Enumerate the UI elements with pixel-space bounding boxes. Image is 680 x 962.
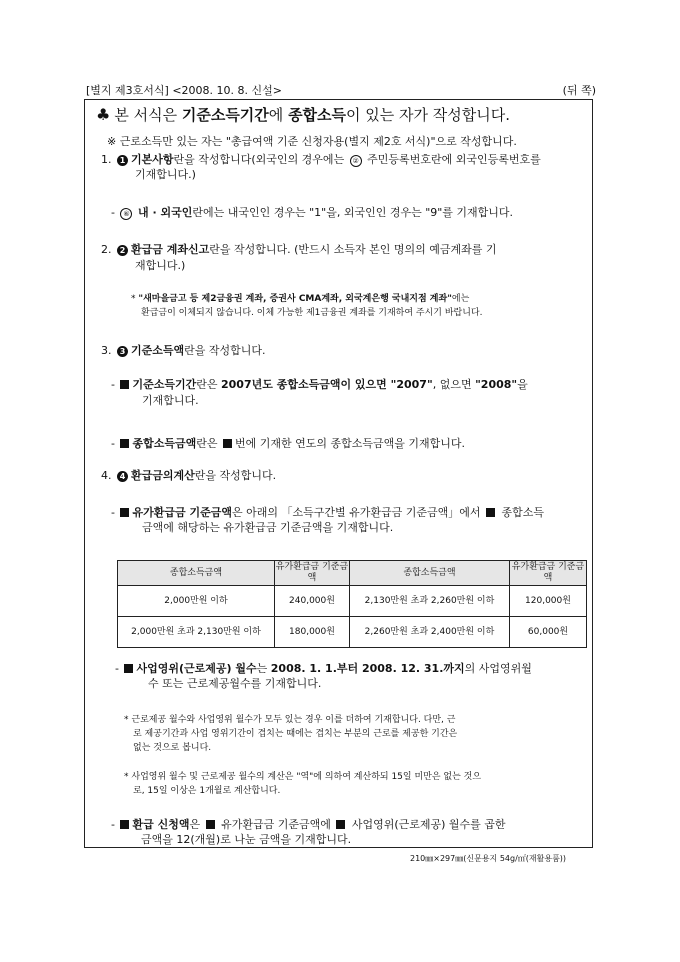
table-row: [118, 617, 587, 648]
item-4-sub-2-line2: 수 또는 근로제공월수를 기재합니다.: [148, 677, 322, 690]
item-2-note: * "새마을금고 등 제2금융권 계좌, 증권사 CMA계좌, 외국계은행 국내지점 계좌"에는: [131, 294, 470, 304]
item-2-line2: 재합니다.): [135, 259, 186, 272]
club-icon: ♣: [96, 105, 111, 124]
item-2-note-line2: 환급금이 이체되지 않습니다. 이체 가능한 제1금융권 계좌를 기재하여 주시기 바랍니다.: [141, 308, 483, 318]
item-3-sub-1: - 기준소득기간란은 2007년도 종합소득금액이 있으면 "2007", 없으면 "2008"을: [111, 378, 528, 391]
header-refund-base: 유가환급금 기준금액: [510, 561, 587, 586]
page-side-label: (뒤 쪽): [562, 84, 596, 97]
table-cell: 2,260만원 초과 2,400만원 이하: [350, 617, 510, 648]
instructions-title: ♣ 본 서식은 기준소득기간에 종합소득이 있는 자가 작성합니다.: [96, 105, 511, 124]
item-4-sub-3-line2: 금액을 12(개월)로 나눈 금액을 기재합니다.: [141, 833, 352, 846]
note-a-line3: 없는 것으로 봅니다.: [133, 743, 212, 753]
item-3-sub-1-line2: 기재합니다.: [142, 394, 199, 407]
item-3: 3. 3 기준소득액란을 작성합니다.: [101, 344, 266, 357]
page-header: [86, 83, 596, 99]
rate-table: [117, 560, 587, 648]
black-square-icon: [336, 820, 345, 829]
table-cell: 180,000원: [275, 617, 350, 648]
item-2: 2. 2 환급금 계좌신고란을 작성합니다. (반드시 소득자 본인 명의의 예금계좌를 기: [101, 243, 497, 256]
circled-number-icon: ⑥: [120, 208, 132, 220]
black-square-icon: [486, 508, 495, 517]
item-4-sub-3: - 환급 신청액은 유가환급금 기준금액에 사업영위(근로제공) 월수를 곱한: [111, 818, 506, 831]
item-3-sub-2: - 종합소득금액란은 번에 기재한 연도의 종합소득금액을 기재합니다.: [111, 437, 466, 450]
item-4-sub-1-line2: 금액에 해당하는 유가환급금 기준금액을 기재합니다.: [142, 521, 394, 534]
table-cell: 2,000만원 초과 2,130만원 이하: [118, 617, 275, 648]
black-square-icon: [120, 380, 129, 389]
header-refund-base: 유가환급금 기준금액: [275, 561, 350, 586]
item-1-line2: 기재합니다.): [135, 168, 196, 181]
table-cell: 120,000원: [510, 586, 587, 617]
number-badge-icon: 3: [117, 346, 128, 357]
table-row: [118, 586, 587, 617]
note-a-line1: * 근로제공 월수와 사업영위 월수가 모두 있는 경우 이를 더하여 기재합니다. 다만, 근: [124, 715, 456, 725]
item-4-sub-2: - 사업영위(근로제공) 월수는 2008. 1. 1.부터 2008. 12. 31.까지의 사업영위월: [115, 662, 532, 675]
black-square-icon: [223, 439, 232, 448]
header-income: 종합소득금액: [118, 561, 275, 586]
item-4: 4. 4 환급금의계산란을 작성합니다.: [101, 469, 277, 482]
table-cell: 2,130만원 초과 2,260만원 이하: [350, 586, 510, 617]
note-top: ※ 근로소득만 있는 자는 "총급여액 기준 신청자용(별지 제2호 서식)"으로 작성합니다.: [107, 135, 517, 148]
form-number: [별지 제3호서식] <2008. 10. 8. 신설>: [86, 84, 282, 97]
note-a-line2: 로 제공기간과 사업 영위기간이 겹치는 때에는 겹치는 부분의 근로를 제공한 기간은: [133, 729, 458, 739]
header-income: 종합소득금액: [350, 561, 510, 586]
item-4-sub-1: - 유가환급금 기준금액은 아래의 「소득구간별 유가환급금 기준금액」에서 종합소득: [111, 506, 544, 519]
circled-number-icon: ②: [350, 155, 362, 167]
number-badge-icon: 1: [117, 155, 128, 166]
note-b-line2: 로, 15일 이상은 1개월로 계산합니다.: [133, 786, 281, 796]
item-1-sub: - ⑥ 내 · 외국인란에는 내국인인 경우는 "1"을, 외국인인 경우는 "9"를 기재합니다.: [111, 206, 514, 219]
note-b-line1: * 사업영위 월수 및 근로제공 월수의 계산은 "역"에 의하여 계산하되 15일 미만은 없는 것으: [124, 772, 482, 782]
black-square-icon: [120, 820, 129, 829]
table-cell: 60,000원: [510, 617, 587, 648]
black-square-icon: [206, 820, 215, 829]
black-square-icon: [124, 664, 133, 673]
number-badge-icon: 4: [117, 471, 128, 482]
black-square-icon: [120, 508, 129, 517]
black-square-icon: [120, 439, 129, 448]
number-badge-icon: 2: [117, 245, 128, 256]
table-cell: 240,000원: [275, 586, 350, 617]
table-header-row: [118, 561, 587, 586]
paper-spec-footer: 210㎜×297㎜(신문용지 54g/㎡(재활용품)): [410, 854, 567, 863]
table-cell: 2,000만원 이하: [118, 586, 275, 617]
item-1: 1. 1 기본사항란을 작성합니다(외국인의 경우에는 ② 주민등록번호란에 외국인등록번호를: [101, 153, 541, 166]
